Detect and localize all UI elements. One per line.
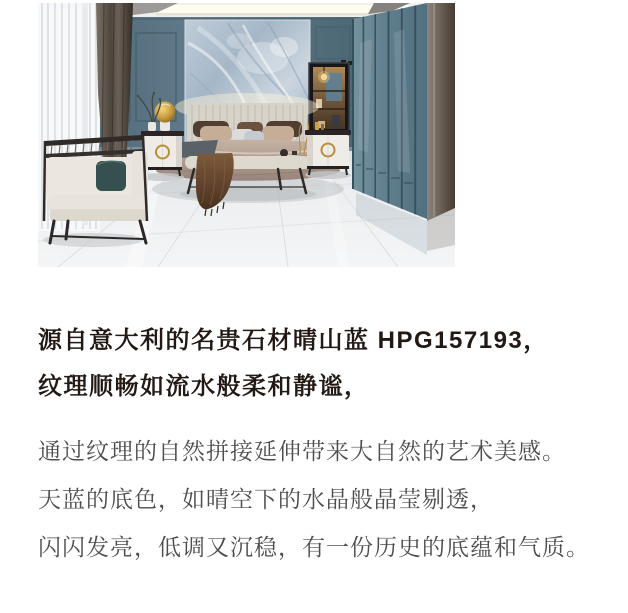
wardrobe: [353, 3, 427, 255]
bedroom-scene: [38, 3, 455, 267]
description-line-1: 通过纹理的自然拼接延伸带来大自然的艺术美感。: [38, 438, 566, 464]
accent-pillow: [96, 161, 126, 191]
pillows: [193, 121, 302, 143]
corner-column: [427, 3, 455, 251]
bedroom-photo: [38, 3, 455, 267]
product-description: [38, 427, 623, 571]
description-line-3: 闪闪发亮，低调又沉稳，有一份历史的底蕴和气质。: [38, 534, 590, 560]
product-heading: [38, 318, 613, 410]
description-line-2: 天蓝的底色，如晴空下的水晶般晶莹剔透，: [38, 486, 494, 512]
heading-line-2: 纹理顺畅如流水般柔和静谧，: [38, 373, 370, 400]
heading-line-1: 源自意大利的名贵石材晴山蓝 HPG157193，: [38, 327, 549, 354]
